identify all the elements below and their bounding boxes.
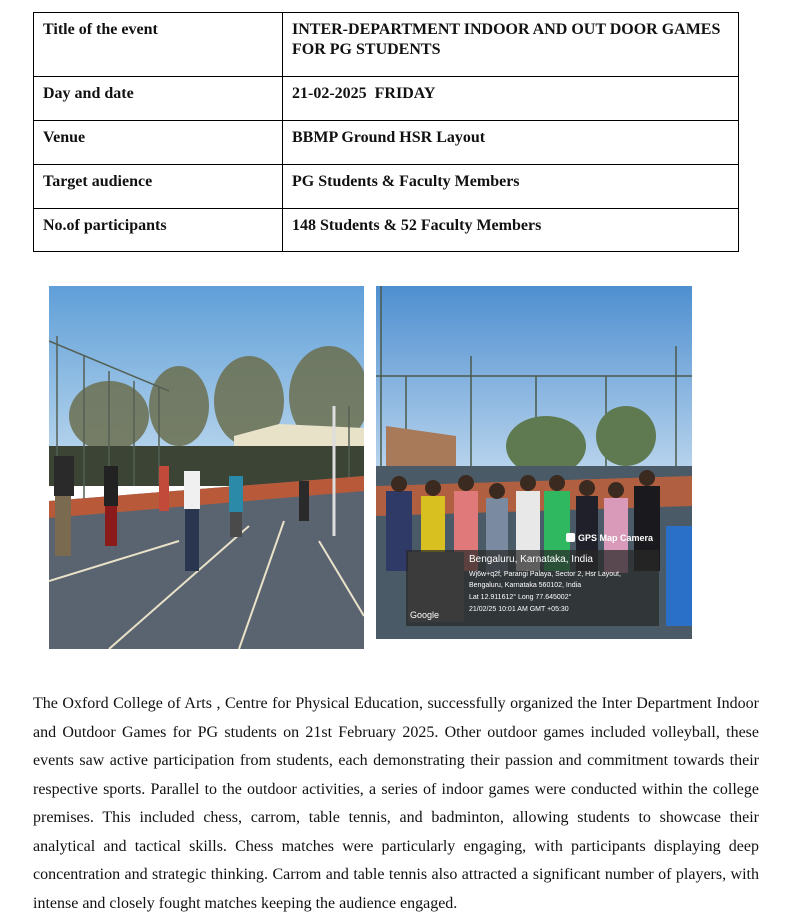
event-photo-court	[49, 286, 364, 649]
table-row	[34, 121, 739, 165]
geotag-address: Wj6w+q2f, Parangi Palaya, Sector 2, Hsr Layout, Bengaluru, Karnataka 560102, India	[469, 571, 621, 589]
camera-icon	[566, 533, 575, 542]
row-label: Venue	[34, 121, 283, 165]
row-label: Target audience	[34, 165, 283, 209]
geotag-overlay	[406, 550, 659, 626]
event-photo-group	[376, 286, 692, 639]
row-value: INTER-DEPARTMENT INDOOR AND OUT DOOR GAMES FOR PG STUDENTS	[283, 13, 739, 77]
gps-camera-badge: GPS Map Camera	[566, 533, 653, 543]
row-label: No.of participants	[34, 209, 283, 252]
geotag-timestamp: 21/02/25 10:01 AM GMT +05:30	[469, 606, 569, 613]
row-value: 21-02-2025 FRIDAY	[283, 77, 739, 121]
row-value: PG Students & Faculty Members	[283, 165, 739, 209]
row-value: 148 Students & 52 Faculty Members	[283, 209, 739, 252]
court-scene	[49, 286, 364, 649]
table-row	[34, 209, 739, 252]
geotag-latlong: Lat 12.911612° Long 77.645002°	[469, 594, 572, 601]
event-description: The Oxford College of Arts , Centre for Physical Education, successfully organized the Inter Department Indoor and Outdoor Games for PG students on 21st February 2025. Other outdoor games included volleyball, these events saw active participation from students, each demonstrating their passion and commitment towards their respective sports. Parallel to the outdoor activities, a series of indoor games were conducted within the college premises. This included chess, carrom, table tennis, and badminton, allowing students to showcase their analytical and tactical skills. Chess matches were particularly engaging, with participants displaying deep concentration and strategic thinking. Carrom and table tennis also attracted a significant number of players, with intense and closely fought matches keeping the audience engaged.	[33, 695, 759, 912]
map-brand: Google	[410, 610, 440, 620]
row-label: Day and date	[34, 77, 283, 121]
row-label: Title of the event	[34, 13, 283, 77]
table-row	[34, 165, 739, 209]
table-row	[34, 77, 739, 121]
geotag-city: Bengaluru, Karnataka, India	[469, 554, 593, 565]
row-value: BBMP Ground HSR Layout	[283, 121, 739, 165]
table-row	[34, 13, 739, 77]
event-details-table	[33, 12, 739, 252]
